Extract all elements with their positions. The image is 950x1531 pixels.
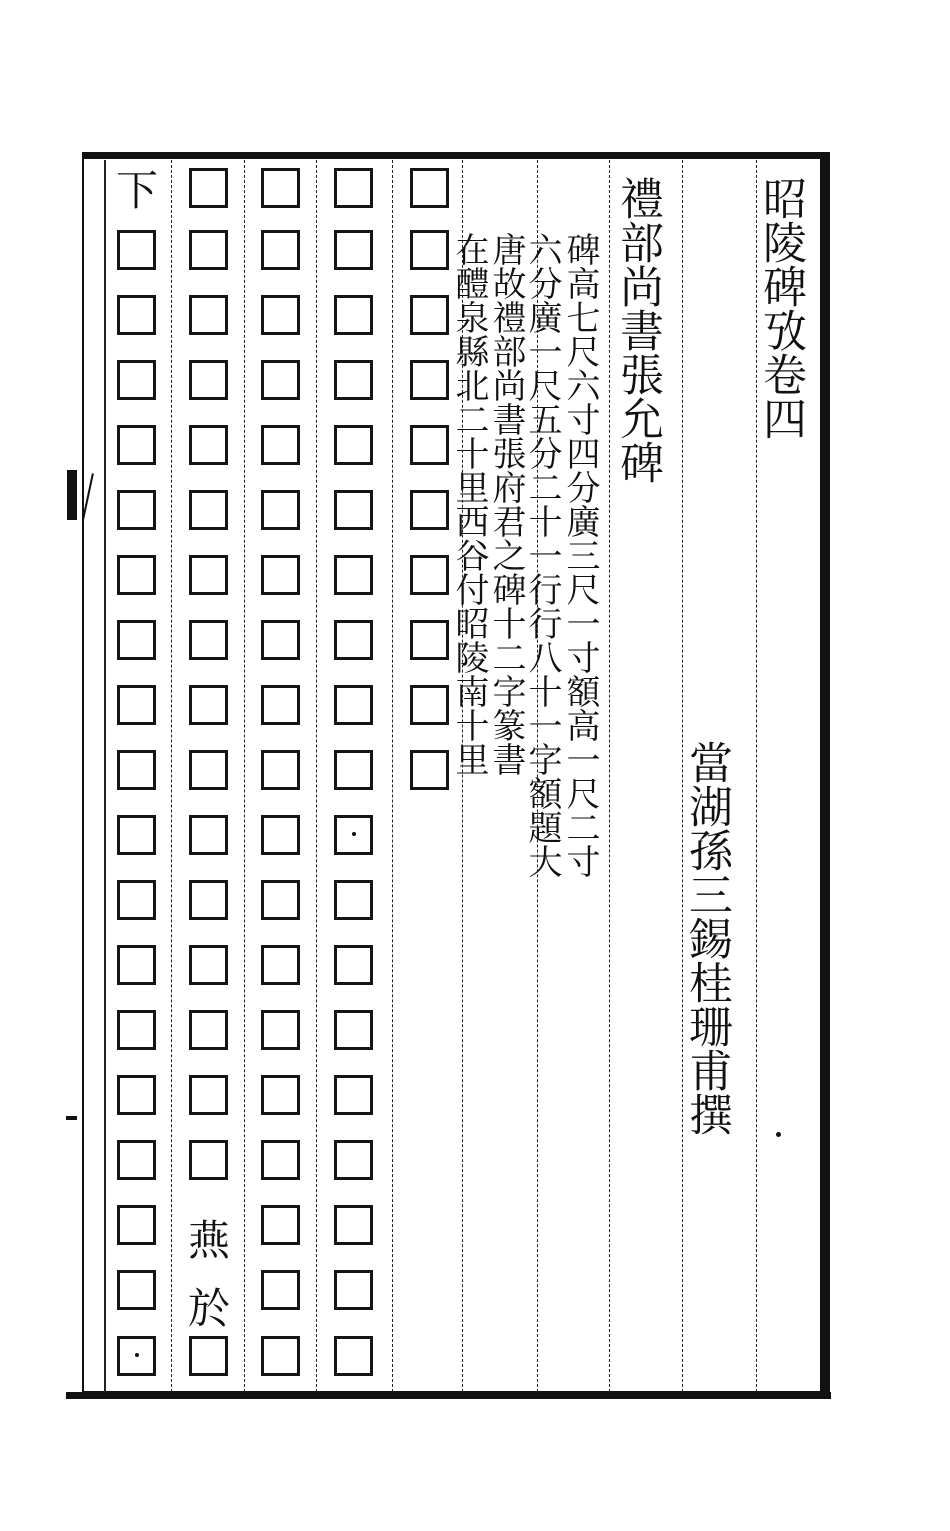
missing-character-box-icon xyxy=(117,490,156,530)
missing-character-box-icon xyxy=(189,1075,228,1115)
missing-character-box-icon xyxy=(334,360,373,400)
missing-character-box-icon xyxy=(334,945,373,985)
missing-character-box-icon xyxy=(117,1010,156,1050)
missing-character-box-icon xyxy=(334,425,373,465)
missing-character-box-icon xyxy=(189,815,228,855)
missing-character-box-icon xyxy=(261,1075,300,1115)
column-divider xyxy=(171,160,173,1392)
column-divider xyxy=(316,160,318,1392)
missing-character-box-icon xyxy=(189,685,228,725)
missing-character-box-icon xyxy=(189,555,228,595)
missing-character-box-icon xyxy=(334,490,373,530)
missing-character-box-icon xyxy=(117,750,156,790)
missing-character-box-icon xyxy=(189,620,228,660)
missing-character-box-icon xyxy=(261,815,300,855)
small-mark-icon xyxy=(66,1116,77,1120)
missing-character-box-icon xyxy=(334,1270,373,1310)
column-divider xyxy=(392,160,394,1392)
missing-character-box-icon xyxy=(410,230,449,270)
location-line-1: 唐故禮部尚書張府君之碑十二字篆書 xyxy=(486,232,526,776)
lower-character: 燕 xyxy=(187,1216,230,1265)
missing-character-box-icon xyxy=(117,945,156,985)
missing-character-box-icon xyxy=(117,620,156,660)
inscription-line-1: 碑高七尺六寸四分廣三尺一寸額高一尺二寸 xyxy=(560,232,600,878)
missing-character-box-icon xyxy=(410,295,449,335)
missing-character-box-icon xyxy=(117,425,156,465)
missing-character-box-icon xyxy=(261,750,300,790)
missing-character-box-icon xyxy=(117,230,156,270)
missing-character-box-icon xyxy=(261,1140,300,1180)
entry-title: 禮部尚書張允碑 xyxy=(612,176,663,484)
missing-character-box-icon xyxy=(189,1336,228,1376)
missing-character-box-icon xyxy=(261,685,300,725)
missing-character-box-icon xyxy=(117,1336,156,1376)
missing-character-box-icon xyxy=(334,295,373,335)
missing-character-box-icon xyxy=(261,168,300,208)
missing-character-box-icon xyxy=(261,425,300,465)
bottom-border-extension xyxy=(66,1392,831,1399)
missing-character-box-icon xyxy=(261,945,300,985)
missing-character-box-icon xyxy=(410,685,449,725)
missing-character-box-icon xyxy=(117,1075,156,1115)
missing-character-box-icon xyxy=(261,1010,300,1050)
missing-character-box-icon xyxy=(410,490,449,530)
marginal-mark-icon xyxy=(67,470,100,520)
missing-character-box-icon xyxy=(189,1140,228,1180)
missing-character-box-icon xyxy=(334,880,373,920)
missing-character-box-icon xyxy=(334,168,373,208)
missing-character-box-icon xyxy=(334,815,373,855)
missing-character-box-icon xyxy=(117,1205,156,1245)
missing-character-box-icon xyxy=(334,1075,373,1115)
inscription-line-2: 六分廣一尺五分二十一行行八十一字額題大 xyxy=(522,232,562,878)
column-divider xyxy=(104,160,107,1392)
missing-character-box-icon xyxy=(261,490,300,530)
missing-character-box-icon xyxy=(261,1205,300,1245)
missing-character-box-icon xyxy=(410,750,449,790)
missing-character-box-icon xyxy=(189,750,228,790)
missing-character-box-icon xyxy=(189,360,228,400)
missing-character-box-icon xyxy=(334,1336,373,1376)
missing-character-box-icon xyxy=(117,685,156,725)
missing-character-box-icon xyxy=(117,1140,156,1180)
column-divider xyxy=(244,160,246,1392)
missing-character-box-icon xyxy=(410,360,449,400)
missing-character-box-icon xyxy=(189,168,228,208)
small-dot-icon xyxy=(776,1132,781,1137)
missing-character-box-icon xyxy=(261,555,300,595)
missing-character-box-icon xyxy=(410,620,449,660)
missing-character-box-icon xyxy=(189,945,228,985)
missing-character-box-icon xyxy=(117,555,156,595)
missing-character-box-icon xyxy=(261,1270,300,1310)
author-line: 當湖孫三錫桂珊甫撰 xyxy=(681,740,732,1136)
missing-character-box-icon xyxy=(261,620,300,660)
missing-character-box-icon xyxy=(334,620,373,660)
book-title: 昭陵碑攷卷四 xyxy=(755,176,806,440)
missing-character-box-icon xyxy=(261,230,300,270)
missing-character-box-icon xyxy=(117,1270,156,1310)
missing-character-box-icon xyxy=(334,1205,373,1245)
missing-character-box-icon xyxy=(334,555,373,595)
location-line-2: 在醴泉縣北二十里西谷付昭陵南十里 xyxy=(449,232,489,776)
missing-character-box-icon xyxy=(410,425,449,465)
missing-character-box-icon xyxy=(261,1336,300,1376)
missing-character-box-icon xyxy=(261,880,300,920)
lower-marker: 下 xyxy=(115,166,158,215)
missing-character-box-icon xyxy=(261,295,300,335)
missing-character-box-icon xyxy=(117,360,156,400)
missing-character-box-icon xyxy=(410,555,449,595)
lower-character: 於 xyxy=(187,1284,230,1333)
missing-character-box-icon xyxy=(261,360,300,400)
missing-character-box-icon xyxy=(410,168,449,208)
missing-character-box-icon xyxy=(334,230,373,270)
missing-character-box-icon xyxy=(117,295,156,335)
missing-character-box-icon xyxy=(334,750,373,790)
missing-character-box-icon xyxy=(334,1140,373,1180)
missing-character-box-icon xyxy=(189,295,228,335)
missing-character-box-icon xyxy=(117,880,156,920)
missing-character-box-icon xyxy=(189,230,228,270)
missing-character-box-icon xyxy=(189,425,228,465)
missing-character-box-icon xyxy=(117,815,156,855)
missing-character-box-icon xyxy=(334,685,373,725)
missing-character-box-icon xyxy=(189,880,228,920)
missing-character-box-icon xyxy=(334,1010,373,1050)
missing-character-box-icon xyxy=(189,490,228,530)
missing-character-box-icon xyxy=(189,1010,228,1050)
